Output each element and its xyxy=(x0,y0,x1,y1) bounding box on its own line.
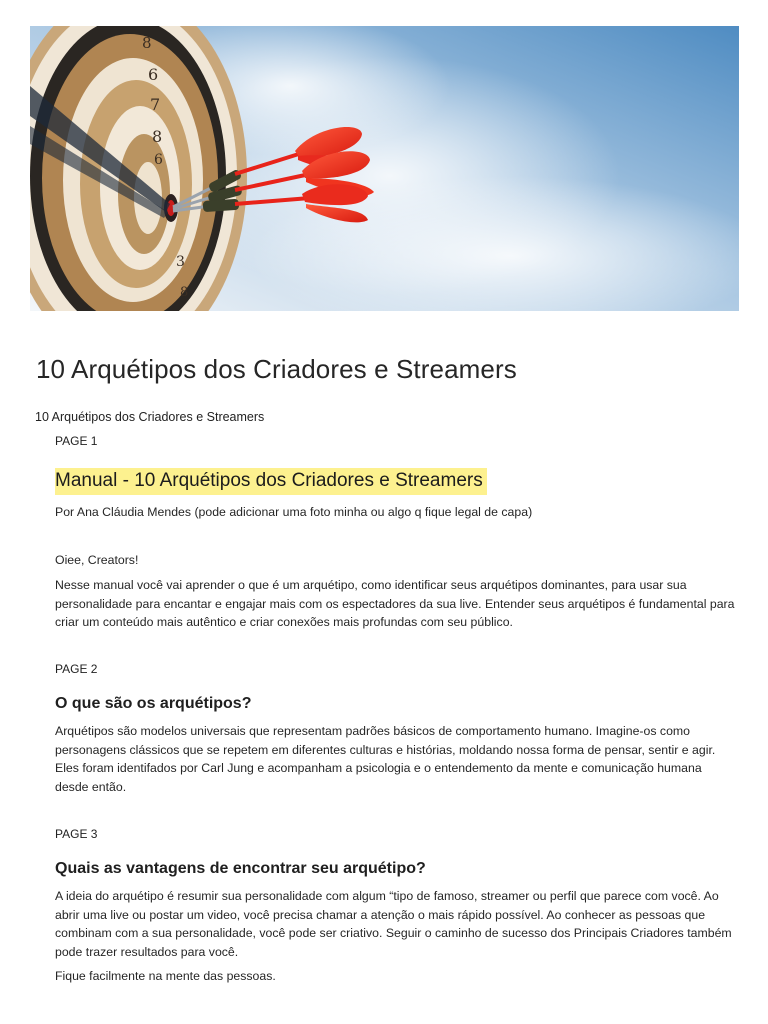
page1-body xyxy=(55,503,735,522)
document-subtitle: 10 Arquétipos dos Criadores e Streamers xyxy=(35,410,265,424)
dartboard-image xyxy=(30,26,739,311)
page1-intro xyxy=(55,576,735,632)
section-heading: Quais as vantagens de encontrar seu arquétipo? xyxy=(55,860,426,877)
section-paragraph: A ideia do arquétipo é resumir sua personalidade com algum “tipo de famoso, streamer ou perfil que parece com você. Ao abrir uma live ou postar um video, você precisa chamar a atenção o mais rápido possível. Ao conhecer as pessoas que combinam com a sua personalidade, você pode ser criativo. Seguir o caminho de sucesso dos Principais Criadores também pode trazer resultados para você. xyxy=(55,889,732,959)
page2-label-wrap xyxy=(55,662,735,676)
svg-text:8: 8 xyxy=(152,127,163,146)
manual-heading: Manual - 10 Arquétipos dos Criadores e Streamers xyxy=(55,468,487,495)
greeting: Oiee, Creators! xyxy=(55,553,139,567)
section-heading: O que são os arquétipos? xyxy=(55,695,252,712)
svg-text:7: 7 xyxy=(150,95,161,114)
page3-body xyxy=(55,887,735,961)
hero-image xyxy=(30,26,739,311)
page2-heading-wrap xyxy=(55,695,735,713)
section-paragraph: Arquétipos são modelos universais que representam padrões básicos de comportamento humano. Imagine-os como personagens clássicos que se repetem em diferentes culturas e histórias, moldando nossa forma de pensar, sentir e agir. Eles foram identifados por Carl Jung e acompanham a psicologia e o entendemento da mente e comunicação humana desde então. xyxy=(55,724,716,794)
page-label: PAGE 1 xyxy=(55,434,98,448)
page-label: PAGE 3 xyxy=(55,827,98,841)
svg-text:3: 3 xyxy=(176,254,185,270)
closing-line: Fique facilmente na mente das pessoas. xyxy=(55,969,276,983)
dartboard xyxy=(30,26,247,311)
page3-heading-wrap xyxy=(55,860,735,878)
svg-text:8: 8 xyxy=(180,285,189,300)
page2-body xyxy=(55,722,735,796)
page3-closing xyxy=(55,967,735,986)
svg-text:6: 6 xyxy=(148,65,159,84)
page3-label-wrap xyxy=(55,827,735,841)
page1-greeting xyxy=(55,551,735,570)
page1-label-wrap xyxy=(55,434,735,448)
page-label: PAGE 2 xyxy=(55,662,98,676)
document-title: 10 Arquétipos dos Criadores e Streamers xyxy=(36,354,517,384)
svg-text:6: 6 xyxy=(154,152,163,168)
author-line: Por Ana Cláudia Mendes (pode adicionar uma foto minha ou algo q fique legal de capa) xyxy=(55,505,533,519)
svg-text:8: 8 xyxy=(142,34,152,52)
intro-paragraph: Nesse manual você vai aprender o que é um arquétipo, como identificar seus arquétipos dominantes, para usar sua personalidade para encantar e engajar mais com os espectadores da sua live. Entender seus arquétipos é fundamental para criar um conteúdo mais autêntico e criar conexões mais profundas com seu público. xyxy=(55,578,735,630)
